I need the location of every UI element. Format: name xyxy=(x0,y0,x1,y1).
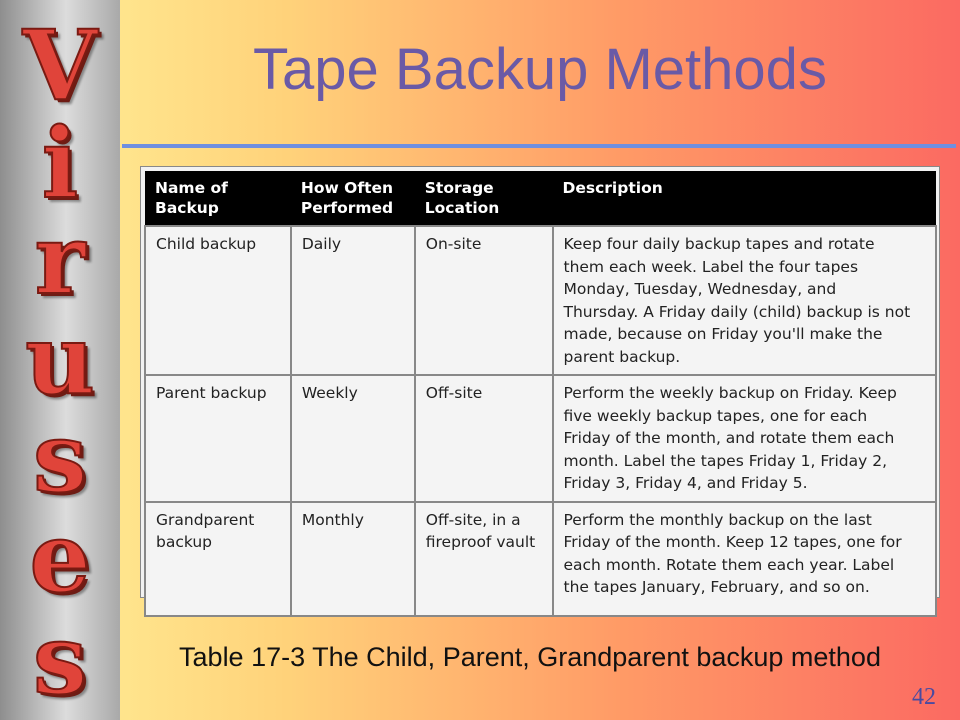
table-caption: Table 17-3 The Child, Parent, Grandparent backup method xyxy=(179,642,881,672)
table-header-row xyxy=(145,171,936,226)
table-row xyxy=(145,226,936,375)
page-number: 42 xyxy=(912,684,936,710)
backup-methods-table xyxy=(144,171,937,617)
header-name-of-backup: Name of Backup xyxy=(145,171,291,226)
cell-name: Child backup xyxy=(145,226,291,375)
cell-name: Grandparent backup xyxy=(145,502,291,616)
sidebar-letter: r xyxy=(34,203,86,316)
cell-location: Off-site, in a fireproof vault xyxy=(415,502,553,616)
header-description: Description xyxy=(553,171,937,226)
sidebar-letter: s xyxy=(32,401,88,514)
table-row xyxy=(145,375,936,502)
sidebar-letter: s xyxy=(32,603,88,716)
cell-location: On-site xyxy=(415,226,553,375)
cell-frequency: Daily xyxy=(291,226,415,375)
title-divider xyxy=(122,144,956,148)
cell-name: Parent backup xyxy=(145,375,291,502)
sidebar-letter: e xyxy=(29,501,91,614)
sidebar-letter: u xyxy=(25,303,95,416)
cell-description: Perform the monthly backup on the last Friday of the month. Keep 12 tapes, one for each month. Rotate them each year. Label the tapes January, February, and so on. xyxy=(553,502,937,616)
cell-location: Off-site xyxy=(415,375,553,502)
cell-frequency: Monthly xyxy=(291,502,415,616)
header-how-often: How Often Performed xyxy=(291,171,415,226)
sidebar-letter: i xyxy=(41,107,79,220)
cell-frequency: Weekly xyxy=(291,375,415,502)
header-storage-location: Storage Location xyxy=(415,171,553,226)
cell-description: Perform the weekly backup on Friday. Keep five weekly backup tapes, one for each Friday of the month, and rotate them each month. Label the tapes Friday 1, Friday 2, Friday 3, Friday 4, and Friday 5. xyxy=(553,375,937,502)
sidebar-letter: V xyxy=(22,9,98,122)
slide-title: Tape Backup Methods xyxy=(253,37,827,102)
table-row xyxy=(145,502,936,616)
backup-table-figure xyxy=(140,166,940,598)
sidebar-viruses-banner xyxy=(0,0,120,720)
cell-description: Keep four daily backup tapes and rotate them each week. Label the four tapes Monday, Tuesday, Wednesday, and Thursday. A Friday daily (child) backup is not made, because on Friday you'll make the parent backup. xyxy=(553,226,937,375)
